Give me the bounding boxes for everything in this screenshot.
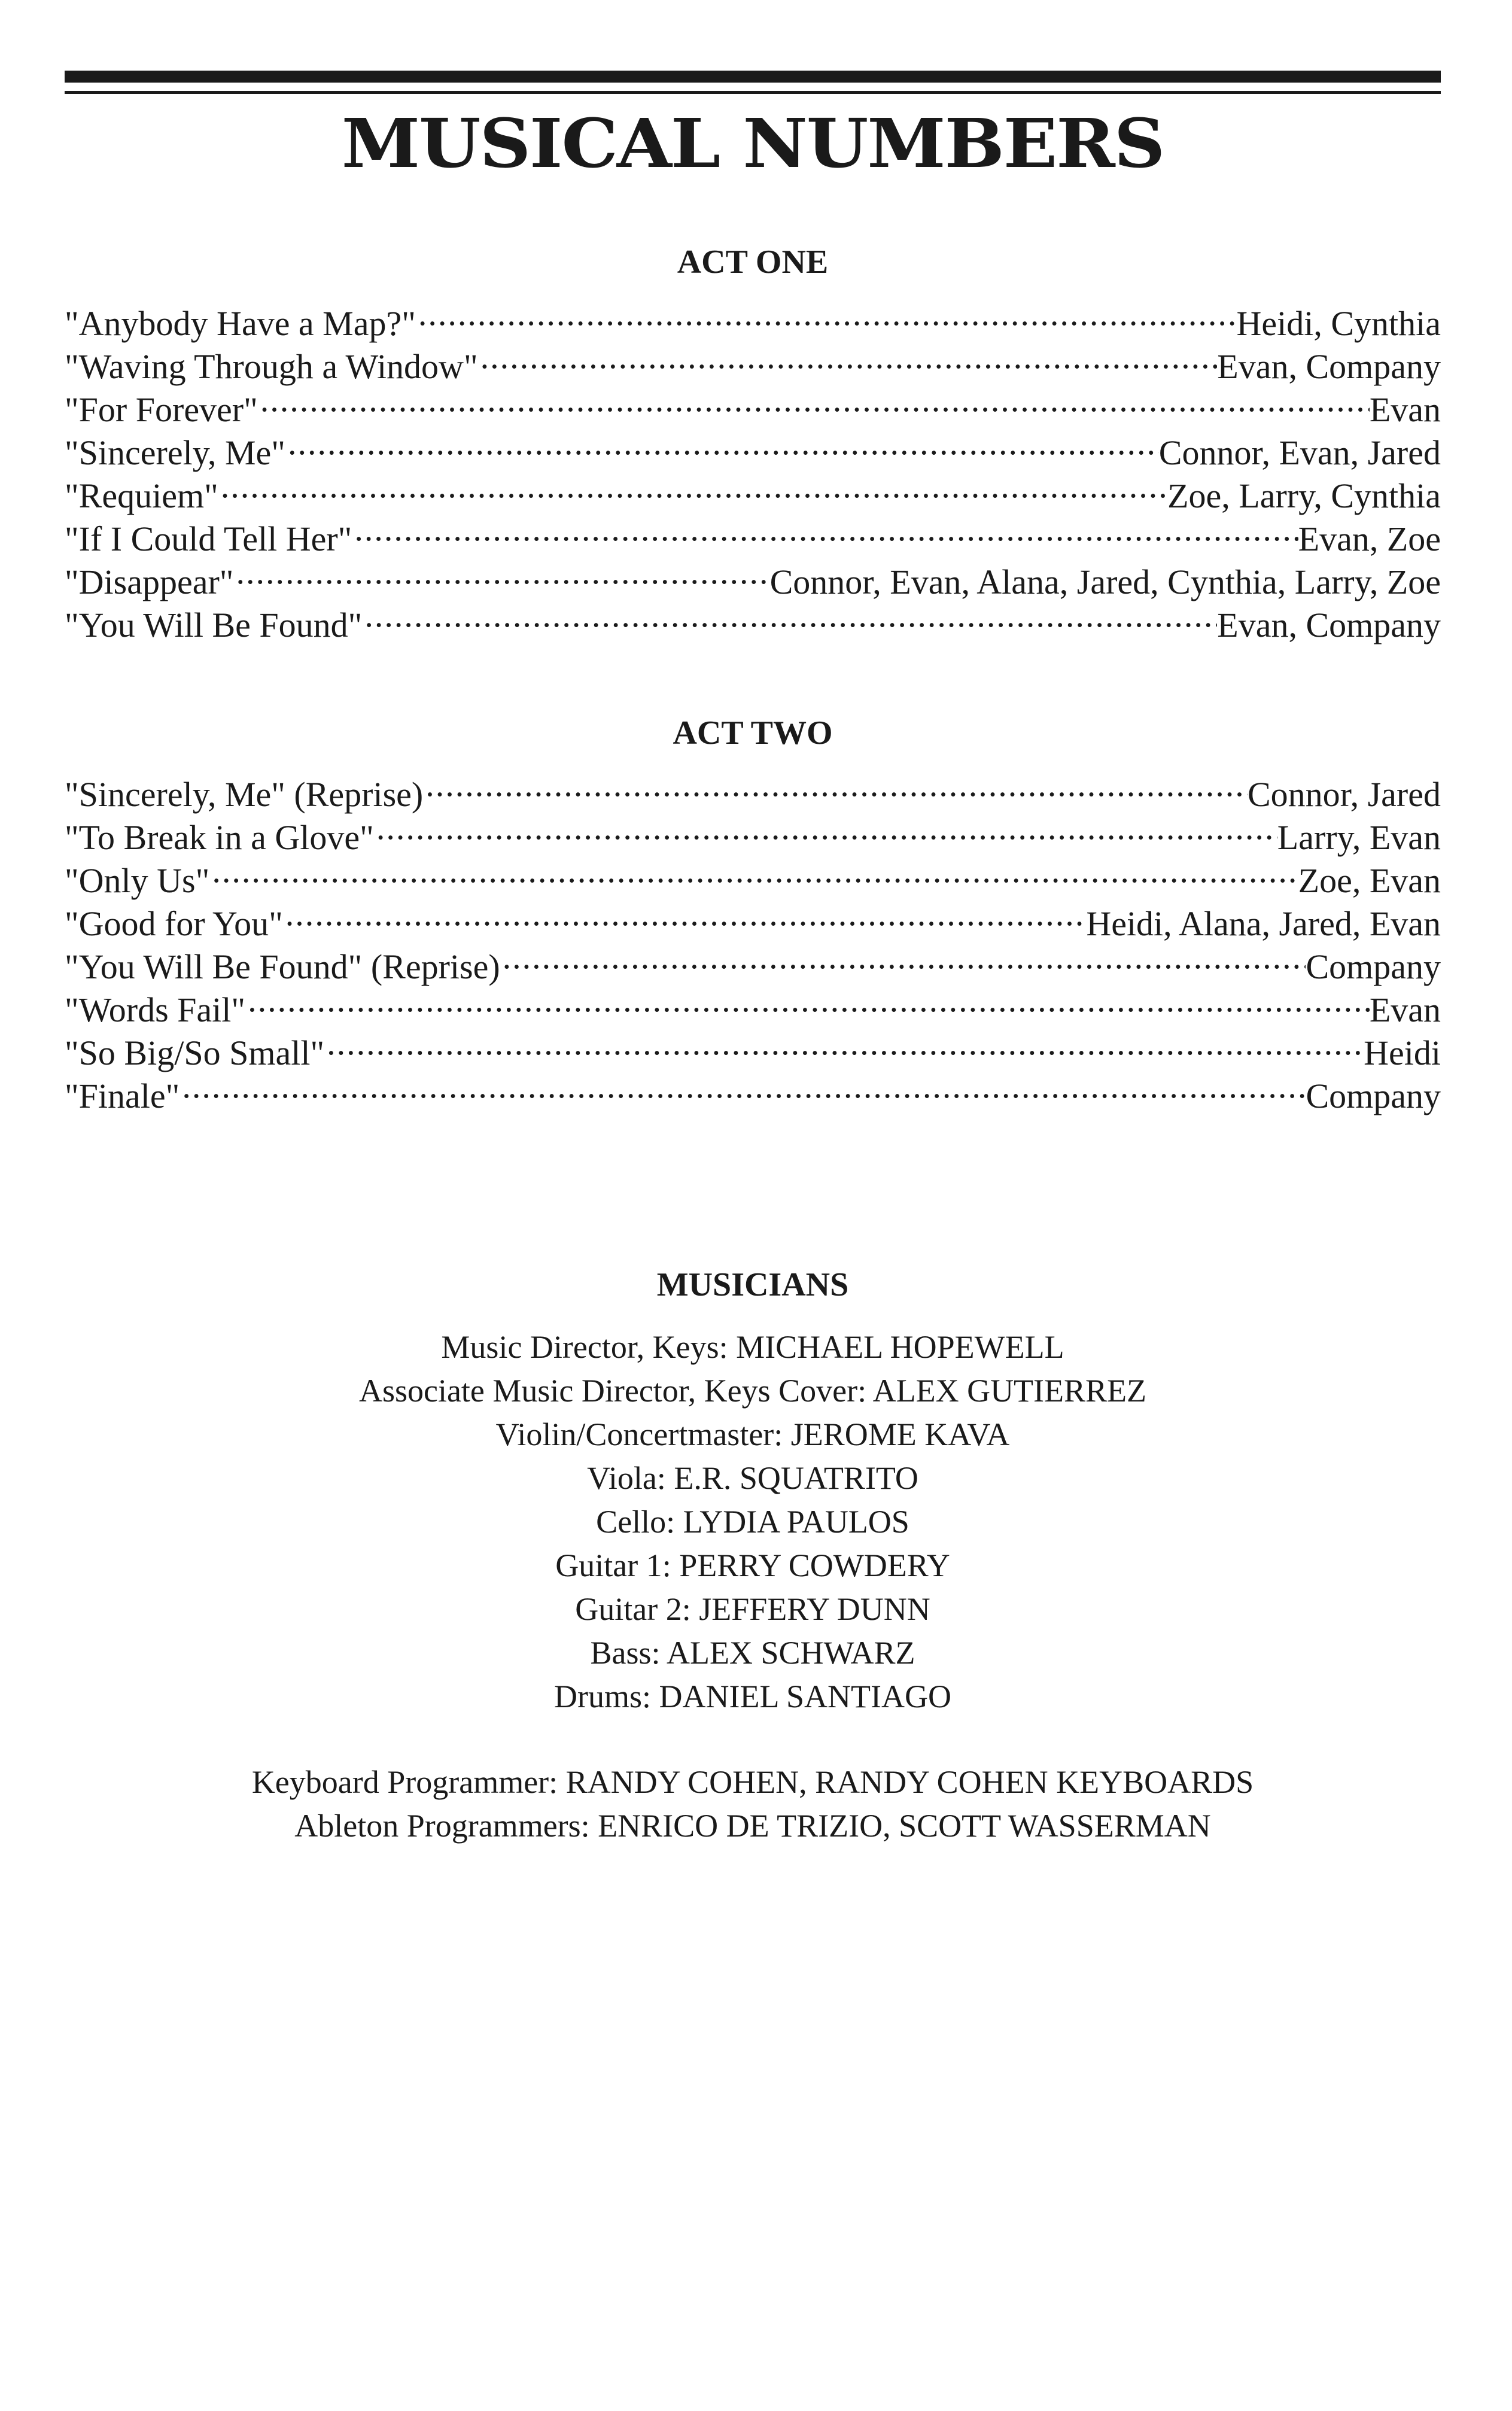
program-page	[65, 71, 1441, 1848]
musician-credit: Violin/Concertmaster: JEROME KAVA	[495, 1416, 1010, 1452]
dot-leader	[245, 978, 1370, 1021]
dot-leader	[283, 892, 1087, 935]
song-performers: Heidi, Alana, Jared, Evan	[1086, 904, 1441, 943]
song-title: "Sincerely, Me" (Reprise)	[65, 775, 424, 814]
dot-leader	[324, 1021, 1364, 1065]
song-row	[65, 292, 1441, 343]
song-row	[65, 1065, 1441, 1115]
dot-leader	[218, 464, 1167, 507]
dot-leader	[416, 292, 1237, 335]
top-rule-thin	[65, 91, 1441, 94]
song-performers: Evan, Zoe	[1298, 519, 1441, 558]
song-performers: Connor, Evan, Alana, Jared, Cynthia, Larry, Zoe	[769, 563, 1441, 601]
musician-credit: Music Director, Keys: MICHAEL HOPEWELL	[441, 1329, 1064, 1365]
song-row	[65, 551, 1441, 601]
dot-leader	[180, 1065, 1306, 1108]
song-performers: Zoe, Larry, Cynthia	[1167, 476, 1441, 515]
song-row	[65, 378, 1441, 429]
song-title: "Finale"	[65, 1077, 180, 1115]
song-row	[65, 507, 1441, 558]
song-performers: Evan	[1369, 390, 1441, 429]
musician-credit: Drums: DANIEL SANTIAGO	[554, 1679, 951, 1714]
song-performers: Evan	[1369, 990, 1441, 1029]
programmer-credit: Ableton Programmers: ENRICO DE TRIZIO, SCOTT WASSERMAN	[294, 1808, 1211, 1844]
song-row	[65, 763, 1441, 814]
dot-leader	[423, 763, 1248, 806]
song-title: "Requiem"	[65, 476, 218, 515]
song-title: "Only Us"	[65, 861, 210, 900]
programmer-list	[65, 1761, 1441, 1848]
dot-leader	[478, 335, 1218, 378]
top-rule-thick	[65, 71, 1441, 83]
song-title: "Sincerely, Me"	[65, 433, 285, 472]
musician-credit: Guitar 1: PERRY COWDERY	[555, 1547, 950, 1583]
song-performers: Heidi	[1364, 1033, 1441, 1072]
song-performers: Connor, Evan, Jared	[1158, 433, 1441, 472]
dot-leader	[500, 935, 1306, 978]
song-title: "For Forever"	[65, 390, 258, 429]
song-title: "Disappear"	[65, 563, 234, 601]
song-performers: Evan, Company	[1217, 606, 1441, 644]
song-performers: Evan, Company	[1217, 347, 1441, 386]
musician-credit: Bass: ALEX SCHWARZ	[590, 1635, 915, 1671]
act-one-heading: ACT ONE	[677, 244, 829, 281]
dot-leader	[352, 507, 1298, 551]
song-row	[65, 849, 1441, 900]
act-one-song-list	[65, 292, 1441, 644]
song-row	[65, 892, 1441, 943]
song-row	[65, 978, 1441, 1029]
song-performers: Larry, Evan	[1277, 818, 1441, 857]
page-title: MUSICAL NUMBERS	[341, 105, 1164, 183]
song-row	[65, 1021, 1441, 1072]
song-performers: Heidi, Cynthia	[1236, 304, 1441, 343]
song-performers: Company	[1306, 947, 1441, 986]
act-two-heading: ACT TWO	[673, 715, 833, 752]
musician-credit: Associate Music Director, Keys Cover: ALEX GUTIERREZ	[358, 1373, 1147, 1409]
song-row	[65, 421, 1441, 472]
dot-leader	[258, 378, 1370, 421]
act-two-song-list	[65, 763, 1441, 1115]
song-title: "You Will Be Found"	[65, 606, 363, 644]
song-performers: Connor, Jared	[1247, 775, 1441, 814]
musician-credit: Guitar 2: JEFFERY DUNN	[575, 1591, 930, 1627]
musician-credit: Cello: LYDIA PAULOS	[596, 1504, 909, 1540]
musicians-heading: MUSICIANS	[656, 1266, 849, 1303]
song-title: "Good for You"	[65, 904, 283, 943]
song-performers: Company	[1306, 1077, 1441, 1115]
song-title: "Words Fail"	[65, 990, 246, 1029]
dot-leader	[209, 849, 1298, 892]
song-title: "So Big/So Small"	[65, 1033, 325, 1072]
musician-credit: Viola: E.R. SQUATRITO	[587, 1460, 918, 1496]
musician-list	[65, 1325, 1441, 1719]
song-title: "Waving Through a Window"	[65, 347, 478, 386]
dot-leader	[374, 806, 1277, 849]
song-title: "Anybody Have a Map?"	[65, 304, 416, 343]
song-performers: Zoe, Evan	[1298, 861, 1441, 900]
dot-leader	[233, 551, 769, 594]
song-title: "To Break in a Glove"	[65, 818, 374, 857]
song-title: "You Will Be Found" (Reprise)	[65, 947, 500, 986]
song-title: "If I Could Tell Her"	[65, 519, 352, 558]
programmer-credit: Keyboard Programmer: RANDY COHEN, RANDY COHEN KEYBOARDS	[251, 1764, 1254, 1800]
dot-leader	[285, 421, 1159, 464]
dot-leader	[362, 594, 1217, 637]
